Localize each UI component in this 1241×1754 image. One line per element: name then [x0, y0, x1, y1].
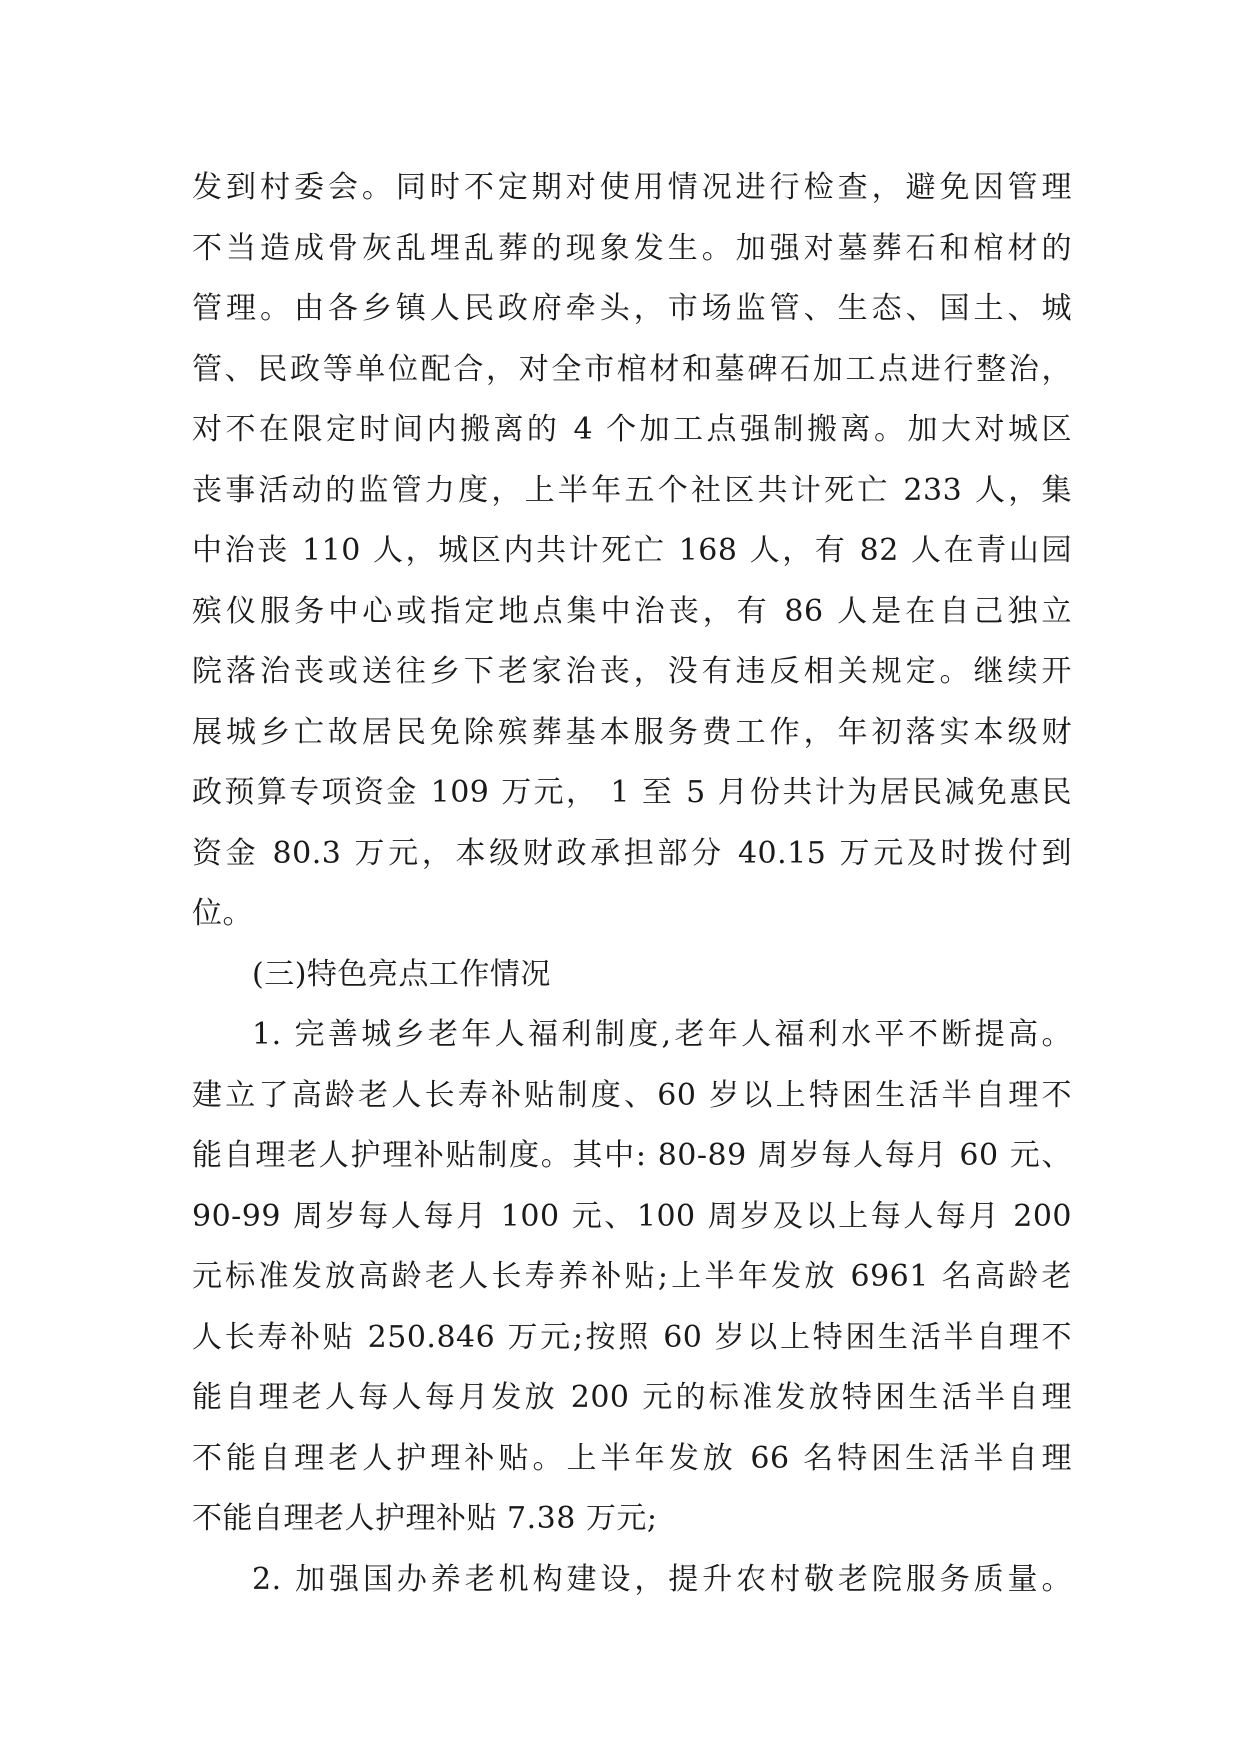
text-line: 管、民政等单位配合，对全市棺材和墓碑石加工点进行整治，	[192, 351, 1072, 387]
text-line: 展城乡亡故居民免除殡葬基本服务费工作，年初落实本级财	[192, 714, 1072, 750]
text-line: 丧事活动的监管力度，上半年五个社区共计死亡 233 人，集	[192, 472, 1072, 508]
body-text	[192, 158, 1072, 1610]
text-line: 90-99 周岁每人每月 100 元、100 周岁及以上每人每月 200	[192, 1198, 1072, 1234]
paragraph-first-line: 2. 加强国办养老机构建设，提升农村敬老院服务质量。	[252, 1561, 1072, 1597]
text-line: 管理。由各乡镇人民政府牵头，市场监管、生态、国土、城	[192, 291, 1072, 326]
text-line: 能自理老人护理补贴制度。其中: 80-89 周岁每人每月 60 元、	[192, 1138, 1072, 1173]
section-heading: (三)特色亮点工作情况	[252, 956, 551, 992]
paragraph-first-line: 1. 完善城乡老年人福利制度,老年人福利水平不断提高。	[252, 1017, 1072, 1052]
text-line: 发到村委会。同时不定期对使用情况进行检查，避免因管理	[192, 170, 1072, 205]
text-line: 元标准发放高龄老人长寿养补贴;上半年发放 6961 名高龄老	[192, 1259, 1072, 1294]
text-line: 中治丧 110 人，城区内共计死亡 168 人，有 82 人在青山园	[192, 533, 1072, 568]
text-line: 位。	[192, 896, 253, 931]
text-line: 对不在限定时间内搬离的 4 个加工点强制搬离。加大对城区	[192, 412, 1072, 447]
text-line: 政预算专项资金 109 万元， 1 至 5 月份共计为居民减免惠民	[192, 775, 1072, 810]
text-line: 人长寿补贴 250.846 万元;按照 60 岁以上特困生活半自理不	[192, 1319, 1072, 1355]
text-line: 院落治丧或送往乡下老家治丧，没有违反相关规定。继续开	[192, 654, 1072, 689]
text-line: 不当造成骨灰乱埋乱葬的现象发生。加强对墓葬石和棺材的	[192, 230, 1072, 266]
text-line: 殡仪服务中心或指定地点集中治丧，有 86 人是在自己独立	[192, 593, 1072, 629]
text-line: 资金 80.3 万元，本级财政承担部分 40.15 万元及时拨付到	[192, 835, 1072, 871]
text-line: 不能自理老人护理补贴。上半年发放 66 名特困生活半自理	[192, 1440, 1072, 1476]
text-line: 建立了高龄老人长寿补贴制度、60 岁以上特困生活半自理不	[192, 1077, 1072, 1113]
text-line: 能自理老人每人每月发放 200 元的标准发放特困生活半自理	[192, 1380, 1072, 1415]
text-line: 不能自理老人护理补贴 7.38 万元;	[192, 1501, 658, 1536]
